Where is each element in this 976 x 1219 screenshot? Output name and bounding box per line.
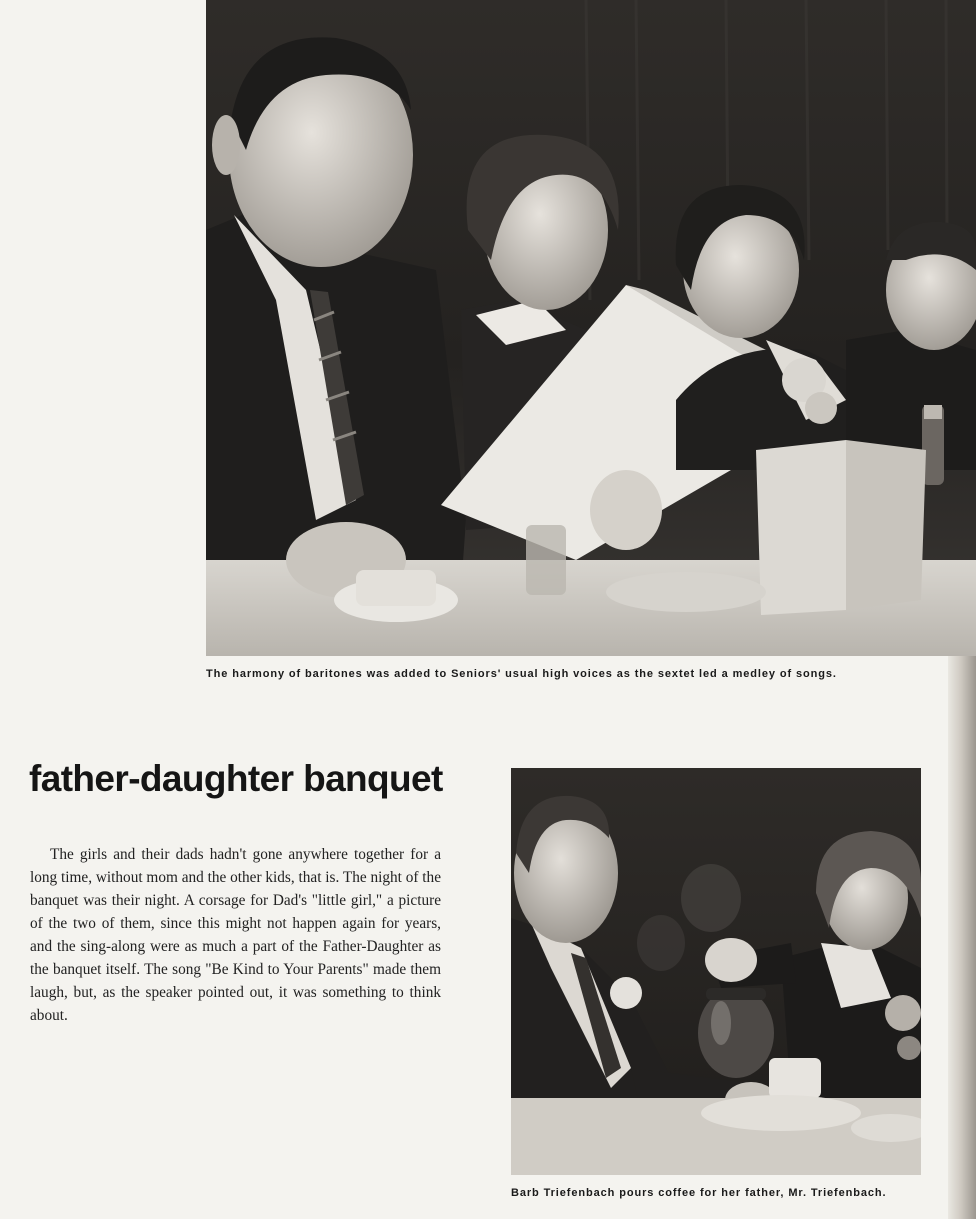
sing-along-photo: [206, 0, 976, 656]
top-photo-caption: The harmony of baritones was added to Seniors' usual high voices as the sextet led a medley of songs.: [206, 668, 837, 680]
bottom-photo-caption: Barb Triefenbach pours coffee for her father, Mr. Triefenbach.: [511, 1187, 887, 1199]
coffee-pour-photo: [511, 768, 921, 1175]
article-headline: father-daughter banquet: [29, 758, 443, 799]
article-body: The girls and their dads hadn't gone anywhere together for a long time, without mom and the other kids, that is. The night of the banquet was their night. A corsage for Dad's "little girl," a picture of the two of them, since this might not happen again for years, and the sing-along were as much a part of the Father-Daughter as the banquet itself. The song "Be Kind to Your Parents" made them laugh, but, as the speaker pointed out, it was something to think about.: [30, 846, 441, 1024]
page-binding-edge: [948, 650, 976, 1219]
